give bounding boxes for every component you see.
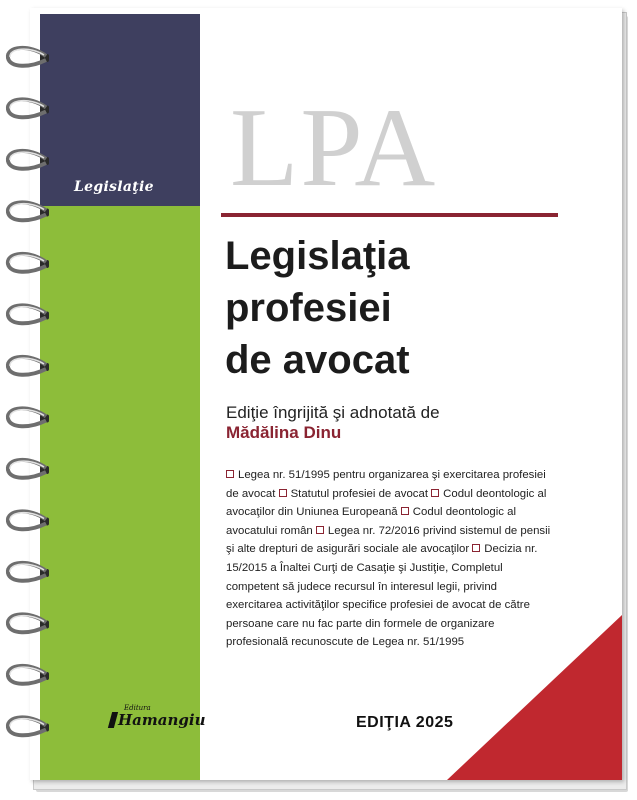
spiral-ring-icon [8,460,49,478]
book-title [225,230,585,386]
red-corner [447,615,622,780]
title-line: Legislaţia [225,234,410,278]
contents-item: Legea nr. 72/2016 privind sistemul de pensii şi alte drepturi de asigurări sociale ale avocaţilor [226,524,551,556]
contents-item: Codul deontologic al avocaţilor din Uniunea Europeană [226,487,547,519]
spiral-ring-icon [8,563,49,581]
title-rule [221,213,558,217]
checkbox-bullet-icon [401,507,409,515]
publisher-label: Editura [124,704,151,712]
brand-mark: LPA [230,86,438,210]
title-line: profesiei [225,286,392,330]
spiral-ring-icon [8,151,49,169]
title-line: de avocat [225,338,410,382]
contents-item: Legea nr. 51/1995 pentru organizarea şi exercitarea profesiei de avocat [226,469,546,500]
edition-note: Ediţie îngrijită şi adnotată de [226,403,440,422]
spiral-ring-icon [8,511,49,529]
spiral-binding [0,0,60,800]
spiral-ring-icon [8,666,49,684]
checkbox-bullet-icon [226,470,234,478]
spiral-ring-icon [8,717,49,735]
checkbox-bullet-icon [279,489,287,497]
publisher-name: Hamangiu [118,711,206,729]
checkbox-bullet-icon [316,526,324,534]
edition-year: EDIŢIA 2025 [356,714,454,731]
publisher-logo [110,704,206,730]
spiral-ring-icon [8,357,49,375]
green-band [40,206,200,780]
navy-band [40,14,200,206]
spiral-ring-icon [8,614,49,632]
editor-name: Mădălina Dinu [226,423,342,442]
checkbox-bullet-icon [472,544,480,552]
spiral-ring-icon [8,408,49,426]
spiral-ring-icon [8,202,49,220]
spiral-ring-icon [8,305,49,323]
spiral-ring-icon [8,48,49,66]
spiral-ring-icon [8,99,49,117]
spiral-ring-icon [8,254,49,272]
checkbox-bullet-icon [431,489,439,497]
book-cover [30,8,622,780]
contents-item: Codul deontologic al avocatului român [226,506,517,537]
contents-item: Decizia nr. 15/2015 a Înaltei Curţi de Casaţie şi Justiţie, Completul competent să judece recursul în interesul legii, privind exercitarea activităţilor specifice profesiei de avocat de către persoane care nu fac parte din formele de organizare profesională recunoscute de Legea nr. 51/1995 [226,543,538,649]
series-label: Legislaţie [74,179,154,195]
publisher-mark-icon [108,712,118,728]
contents-item: Statutul profesiei de avocat [290,487,428,500]
